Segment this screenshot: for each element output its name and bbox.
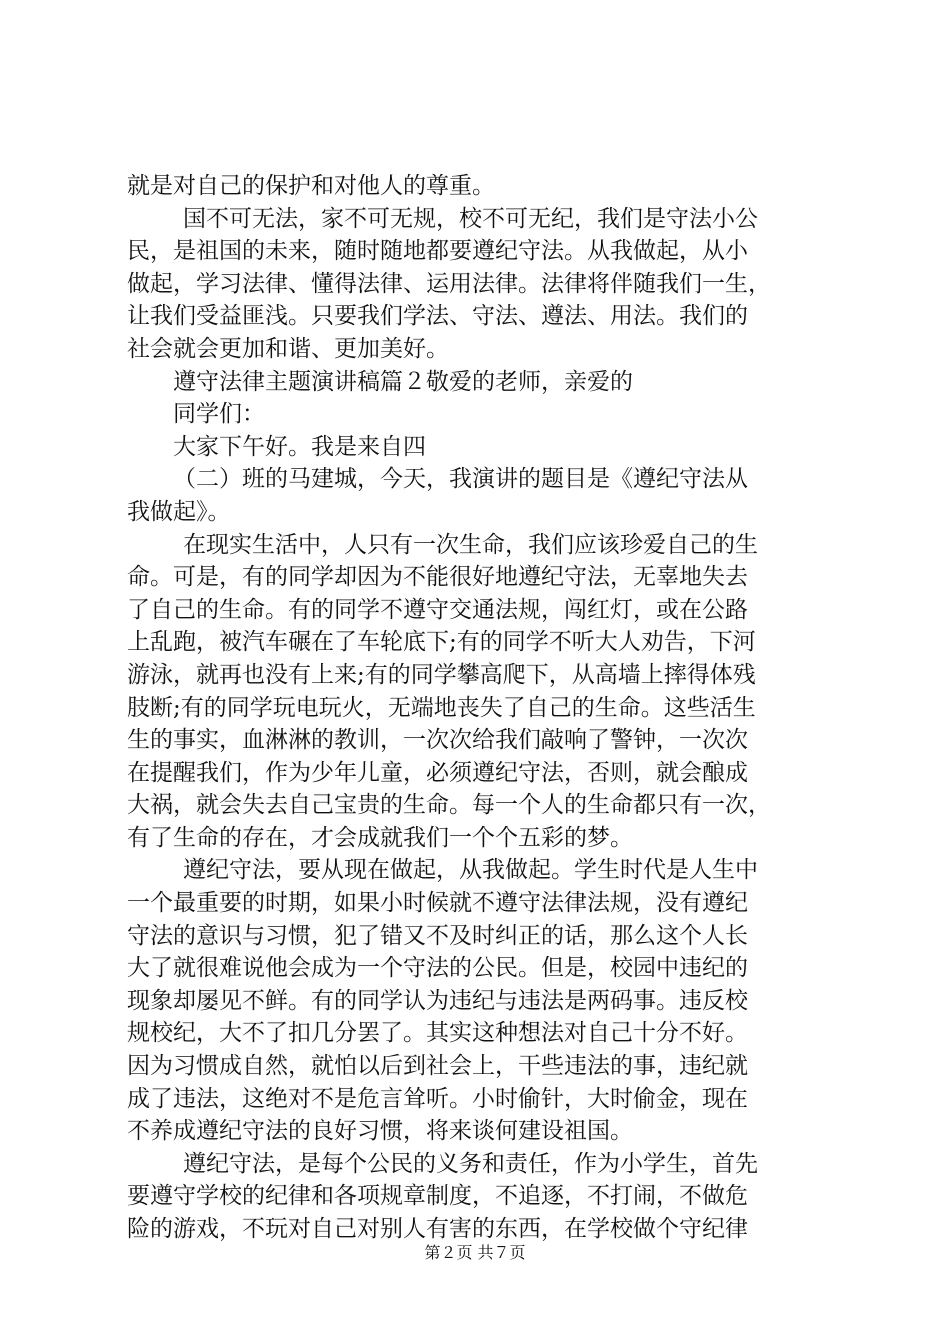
text-line: 在提醒我们，作为少年儿童，必须遵纪守法，否则，就会酿成 [127, 759, 748, 786]
text-line: 一个最重要的时期，如果小时候就不遵守法律法规，没有遵纪 [127, 890, 748, 917]
text-line: 我做起》。 [127, 498, 231, 525]
text-line: 有了生命的存在，才会成就我们一个个五彩的梦。 [127, 824, 633, 851]
text-line: 遵纪守法，要从现在做起，从我做起。学生时代是人生中 [183, 857, 758, 884]
text-line: 因为习惯成自然，就怕以后到社会上，干些违法的事，违纪就 [127, 1053, 748, 1080]
text-line: 现象却屡见不鲜。有的同学认为违纪与违法是两码事。违反校 [127, 987, 748, 1014]
text-line: 上乱跑，被汽车碾在了车轮底下;有的同学不听大人劝告，下河 [127, 629, 756, 656]
text-line: 遵纪守法，是每个公民的义务和责任，作为小学生，首先 [183, 1150, 758, 1177]
text-line: 命。可是，有的同学却因为不能很好地遵纪守法，无辜地失去 [127, 564, 748, 591]
text-line: 成了违法，这绝对不是危言耸听。小时偷针，大时偷金，现在 [127, 1085, 748, 1112]
page-number-footer: 第２页 共７页 [424, 1243, 526, 1262]
text-line: 就是对自己的保护和对他人的尊重。 [127, 173, 495, 199]
document-body [127, 170, 837, 1246]
text-line: 了自己的生命。有的同学不遵守交通法规，闯红灯，或在公路 [127, 596, 748, 623]
salutation-line: 同学们： [173, 401, 265, 428]
text-line: 险的游戏，不玩对自己对别人有害的东西，在学校做个守纪律 [127, 1216, 748, 1242]
text-line: 社会就会更加和谐、更加美好。 [127, 335, 449, 362]
text-line: 大了就很难说他会成为一个守法的公民。但是，校园中违纪的 [127, 955, 748, 982]
text-line: 要遵守学校的纪律和各项规章制度，不追逐，不打闹，不做危 [127, 1183, 748, 1210]
text-line: （二）班的马建城，今天，我演讲的题目是《遵纪守法从 [173, 466, 748, 493]
text-line: 大祸，就会失去自己宝贵的生命。每一个人的生命都只有一次， [127, 792, 771, 819]
text-line: 生的事实，血淋淋的教训，一次次给我们敲响了警钟，一次次 [127, 727, 748, 754]
text-line: 规校纪，大不了扣几分罢了。其实这种想法对自己十分不好。 [127, 1020, 748, 1047]
text-line: 在现实生活中，人只有一次生命，我们应该珍爱自己的生 [183, 531, 758, 558]
text-line: 肢断;有的同学玩电玩火，无端地丧失了自己的生命。这些活生 [127, 694, 756, 721]
text-line: 不养成遵纪守法的良好习惯，将来谈何建设祖国。 [127, 1118, 633, 1145]
text-line: 守法的意识与习惯，犯了错又不及时纠正的话，那么这个人长 [127, 922, 748, 949]
text-line: 民，是祖国的未来，随时随地都要遵纪守法。从我做起，从小 [127, 238, 748, 265]
heading-line: 遵守法律主题演讲稿篇２敬爱的老师，亲爱的 [173, 368, 633, 395]
text-line: 让我们受益匪浅。只要我们学法、守法、遵法、用法。我们的 [127, 303, 748, 330]
text-line: 国不可无法，家不可无规，校不可无纪，我们是守法小公 [183, 205, 758, 232]
text-line: 游泳，就再也没有上来;有的同学攀高爬下，从高墙上摔得体残 [127, 661, 756, 688]
text-line: 大家下午好。我是来自四 [173, 433, 426, 460]
text-line: 做起，学习法律、懂得法律、运用法律。法律将伴随我们一生， [127, 270, 771, 297]
